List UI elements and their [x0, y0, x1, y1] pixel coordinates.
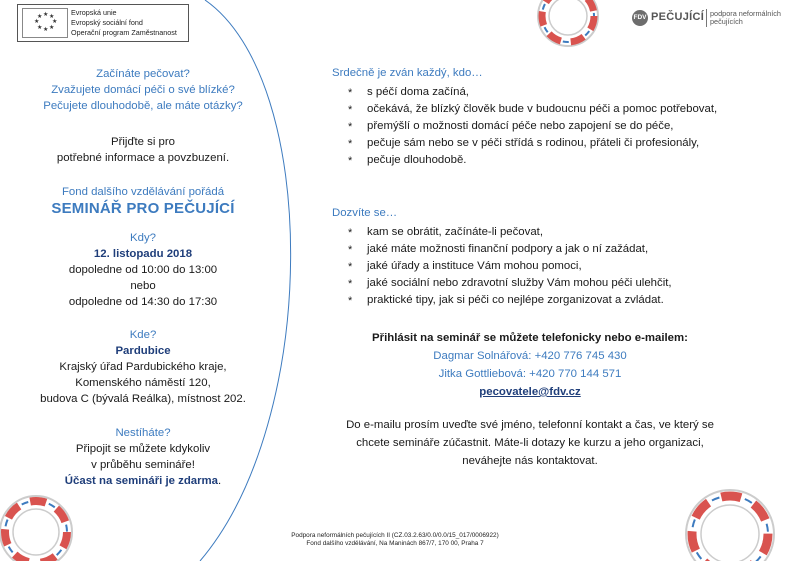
list-item: * s péčí doma začíná, [346, 84, 736, 101]
join-line: v průběhu semináře! [91, 459, 195, 471]
svg-text:★: ★ [49, 13, 55, 20]
footer-line: Fond dalšího vzdělávání, Na Maninách 867/7, 170 00, Praha 7 [306, 540, 484, 547]
question: Zvažujete domácí péči o své blízké? [51, 84, 235, 96]
email-link[interactable]: pecovatele@fdv.cz [479, 386, 581, 398]
eu-line: Evropská unie [71, 8, 117, 17]
time-morning: dopoledne od 10:00 do 13:00 [68, 264, 218, 276]
eu-text [71, 8, 177, 38]
list-item: * jaké sociální nebo zdravotní služby Vám mohou péči ulehčit, [346, 275, 746, 292]
address-line: Komenského náměstí 120, [75, 377, 211, 389]
list-item: * praktické tipy, jak si péči co nejlépe zorganizovat a zvládat. [346, 292, 746, 309]
time-afternoon: odpoledne od 14:30 do 17:30 [68, 296, 218, 308]
list-item: * jaké máte možnosti finanční podpory a jak o ní zažádat, [346, 241, 746, 258]
invitation-line: potřebné informace a povzbuzení. [56, 152, 230, 164]
registration [320, 329, 740, 401]
free-dot: . [218, 475, 222, 487]
fdv-sub-line: pečujících [710, 17, 743, 26]
contact: Jitka Gottliebová: +420 770 144 571 [438, 368, 622, 380]
svg-text:★: ★ [43, 26, 49, 33]
register-heading: Přihlásit na seminář se můžete telefonicky nebo e-mailem: [372, 332, 688, 344]
question: Pečujete dlouhodobě, ale máte otázky? [43, 100, 243, 112]
life-ring-icon [528, 0, 608, 58]
eu-logo [17, 4, 189, 42]
free-text: Účast na semináři je zdarma [64, 475, 219, 487]
address-line: budova C (bývalá Reálka), místnost 202. [40, 393, 246, 405]
note [320, 416, 740, 470]
eu-line: Evropský sociální fond [71, 18, 143, 27]
learn-heading: Dozvíte se… [332, 207, 398, 219]
svg-text:★: ★ [43, 11, 49, 18]
eu-line: Operační program Zaměstnanost [71, 28, 177, 37]
svg-text:★: ★ [49, 24, 55, 31]
footer-line: Podpora neformálních pečujících II (CZ.03.2.63/0.0/0.0/15_017/0006922) [291, 532, 499, 539]
organizer: Fond dalšího vzdělávání pořádá [61, 186, 225, 198]
svg-text:★: ★ [37, 13, 43, 20]
svg-text:★: ★ [52, 18, 58, 25]
list-item: * pečuje sám nebo se v péči střídá s rodinou, přáteli či profesionály, [346, 135, 736, 152]
list-item: * jaké úřady a instituce Vám mohou pomoci, [346, 258, 746, 275]
note-line: neváhejte nás kontaktovat. [462, 455, 598, 467]
join-line: Připojit se můžete kdykoliv [75, 443, 211, 455]
date: 12. listopadu 2018 [93, 248, 193, 260]
fdv-mark-icon: FDV [632, 10, 648, 26]
topics-list [346, 224, 746, 309]
city: Pardubice [115, 345, 171, 357]
invitation-line: Přijďte si pro [111, 136, 175, 148]
invitation [20, 134, 266, 166]
question: Začínáte pečovat? [96, 68, 190, 80]
fdv-logo [632, 9, 782, 29]
welcome-heading: Srdečně je zván každý, kdo… [332, 67, 483, 79]
free-line [20, 473, 266, 489]
contact: Dagmar Solnářová: +420 776 745 430 [433, 350, 627, 362]
when-section [20, 230, 266, 310]
fdv-subtitle [710, 10, 781, 26]
hurry-label: Nestíháte? [115, 427, 171, 439]
when-label: Kdy? [130, 232, 156, 244]
who-list [346, 84, 736, 169]
time-or: nebo [130, 280, 156, 292]
fdv-name: PEČUJÍCÍ [651, 11, 705, 23]
footer [240, 532, 550, 548]
note-line: chcete semináře zúčastnit. Máte-li dotazy ke kurzu a jeho organizaci, [356, 437, 704, 449]
intro-questions [20, 66, 266, 114]
list-item: * pečuje dlouhodobě. [346, 152, 736, 169]
life-ring-icon [678, 482, 778, 561]
address-line: Krajský úřad Pardubického kraje, [59, 361, 227, 373]
hurry-section [20, 425, 266, 489]
where-section [20, 327, 266, 407]
list-item: * kam se obrátit, začínáte-li pečovat, [346, 224, 746, 241]
svg-text:★: ★ [34, 18, 40, 25]
seminar-title: SEMINÁŘ PRO PEČUJÍCÍ [51, 200, 235, 217]
list-item: * přemýšlí o možnosti domácí péče nebo zapojení se do péče, [346, 118, 736, 135]
where-label: Kde? [129, 329, 157, 341]
fdv-sub-line: podpora neformálních [710, 9, 781, 18]
fdv-divider [706, 9, 707, 27]
eu-flag-icon [22, 8, 68, 38]
note-line: Do e-mailu prosím uveďte své jméno, telefonní kontakt a čas, ve který se [346, 419, 714, 431]
svg-text:★: ★ [37, 24, 43, 31]
list-item: * očekává, že blízký člověk bude v budoucnu péči a pomoc potřebovat, [346, 101, 736, 118]
